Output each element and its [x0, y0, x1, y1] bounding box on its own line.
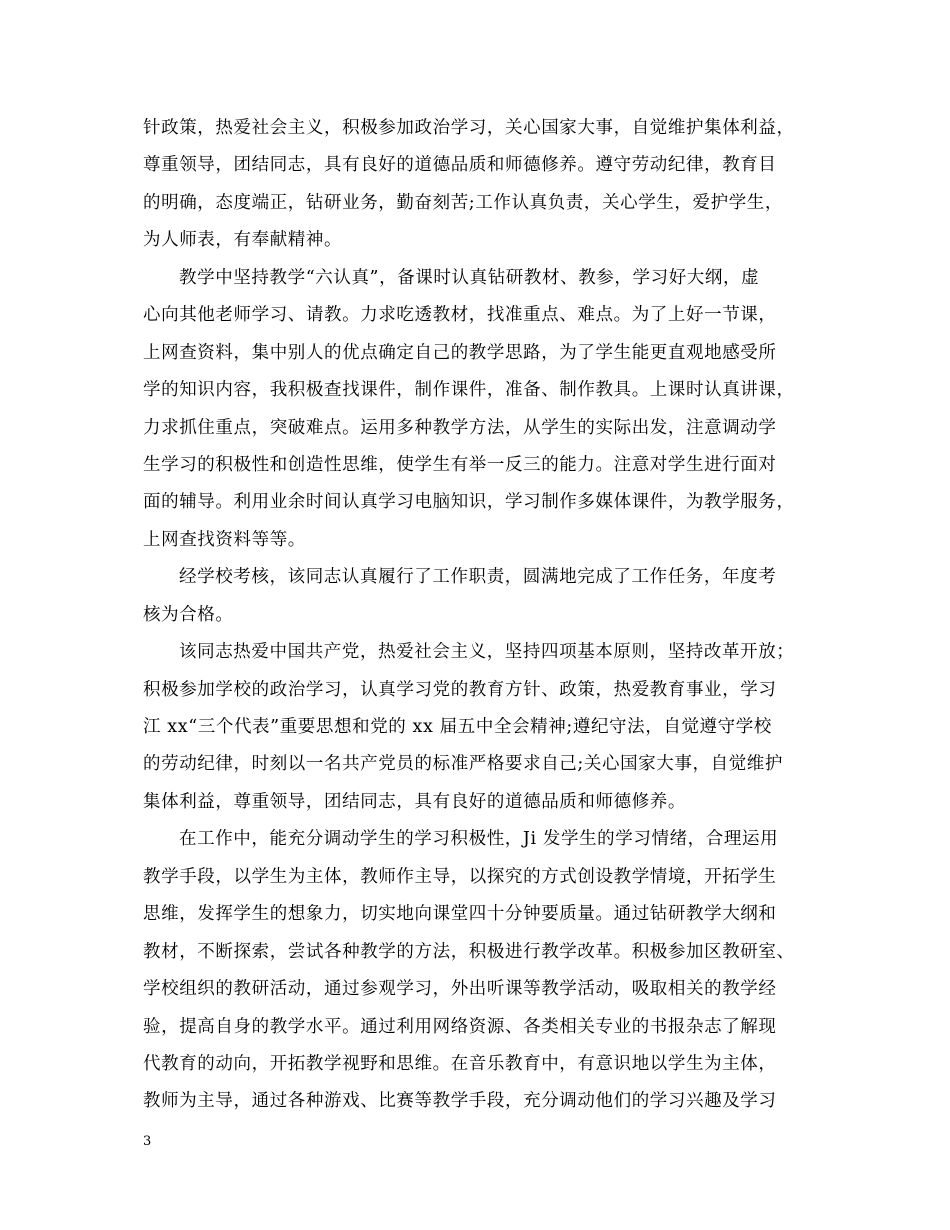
text-line: 为人师表，有奉献精神。 — [143, 230, 343, 251]
paragraph-start-line: 在工作中，能充分调动学生的学习积极性，Ji 发学生的学习情绪，合理运用 — [179, 829, 779, 850]
text-line: 的明确，态度端正，钻研业务，勤奋刻苦;工作认真负责，关心学生，爱护学生， — [143, 192, 783, 213]
text-line: 江 xx“三个代表”重要思想和党的 xx 届五中全会精神;遵纪守法，自觉遵守学校 — [143, 717, 772, 737]
text-line: 的劳动纪律，时刻以一名共产党员的标准严格要求自己;关心国家大事，自觉维护 — [143, 754, 783, 775]
page-number: 3 — [143, 1134, 152, 1149]
text-line: 核为合格。 — [143, 604, 234, 625]
paragraph-start-line: 教学中坚持教学“六认真”，备课时认真钻研教材、教参，学习好大纲，虚 — [179, 267, 760, 288]
paragraph-start-line: 该同志热爱中国共产党，热爱社会主义，坚持四项基本原则，坚持改革开放； — [179, 642, 795, 663]
paragraph-start-line: 经学校考核，该同志认真履行了工作职责，圆满地完成了工作任务，年度考 — [179, 567, 777, 588]
body-text — [143, 110, 808, 1121]
text-line: 针政策，热爱社会主义，积极参加政治学习，关心国家大事，自觉维护集体利益， — [143, 118, 795, 138]
text-line: 尊重领导，团结同志，具有良好的道德品质和师德修养。遵守劳动纪律，教育目 — [143, 155, 777, 176]
text-line: 教材，不断探索，尝试各种教学的方法，积极进行教学改革。积极参加区教研室、 — [143, 941, 795, 962]
text-line: 验，提高自身的教学水平。通过利用网络资源、各类相关专业的书报杂志了解现 — [143, 1016, 777, 1037]
text-line: 面的辅导。利用业余时间认真学习电脑知识，学习制作多媒体课件，为教学服务， — [143, 492, 795, 513]
text-line: 上网查找资料等等。 — [143, 529, 306, 550]
text-line: 教学手段，以学生为主体，教师作主导，以探究的方式创设教学情境，开拓学生 — [143, 866, 777, 887]
text-line: 积极参加学校的政治学习，认真学习党的教育方针、政策，热爱教育事业，学习 — [143, 679, 777, 700]
text-line: 集体利益，尊重领导，团结同志，具有良好的道德品质和师德修养。 — [143, 791, 686, 812]
text-line: 力求抓住重点，突破难点。运用多种教学方法，从学生的实际出发，注意调动学 — [143, 417, 777, 438]
text-line: 学校组织的教研活动，通过参观学习，外出听课等教学活动，吸取相关的教学经 — [143, 979, 777, 1000]
text-line: 心向其他老师学习、请教。力求吃透教材，找准重点、难点。为了上好一节课， — [143, 305, 777, 326]
text-line: 思维，发挥学生的想象力，切实地向课堂四十分钟要质量。通过钻研教学大纲和 — [143, 904, 777, 925]
text-line: 生学习的积极性和创造性思维，使学生有举一反三的能力。注意对学生进行面对 — [143, 454, 777, 475]
text-line: 代教育的动向，开拓教学视野和思维。在音乐教育中，有意识地以学生为主体， — [143, 1053, 777, 1074]
text-line: 学的知识内容，我积极查找课件，制作课件，准备、制作教具。上课时认真讲课， — [143, 380, 795, 401]
text-line: 上网查资料，集中别人的优点确定自己的教学思路，为了学生能更直观地感受所 — [143, 342, 777, 363]
text-line: 教师为主导，通过各种游戏、比赛等教学手段，充分调动他们的学习兴趣及学习 — [143, 1091, 777, 1112]
